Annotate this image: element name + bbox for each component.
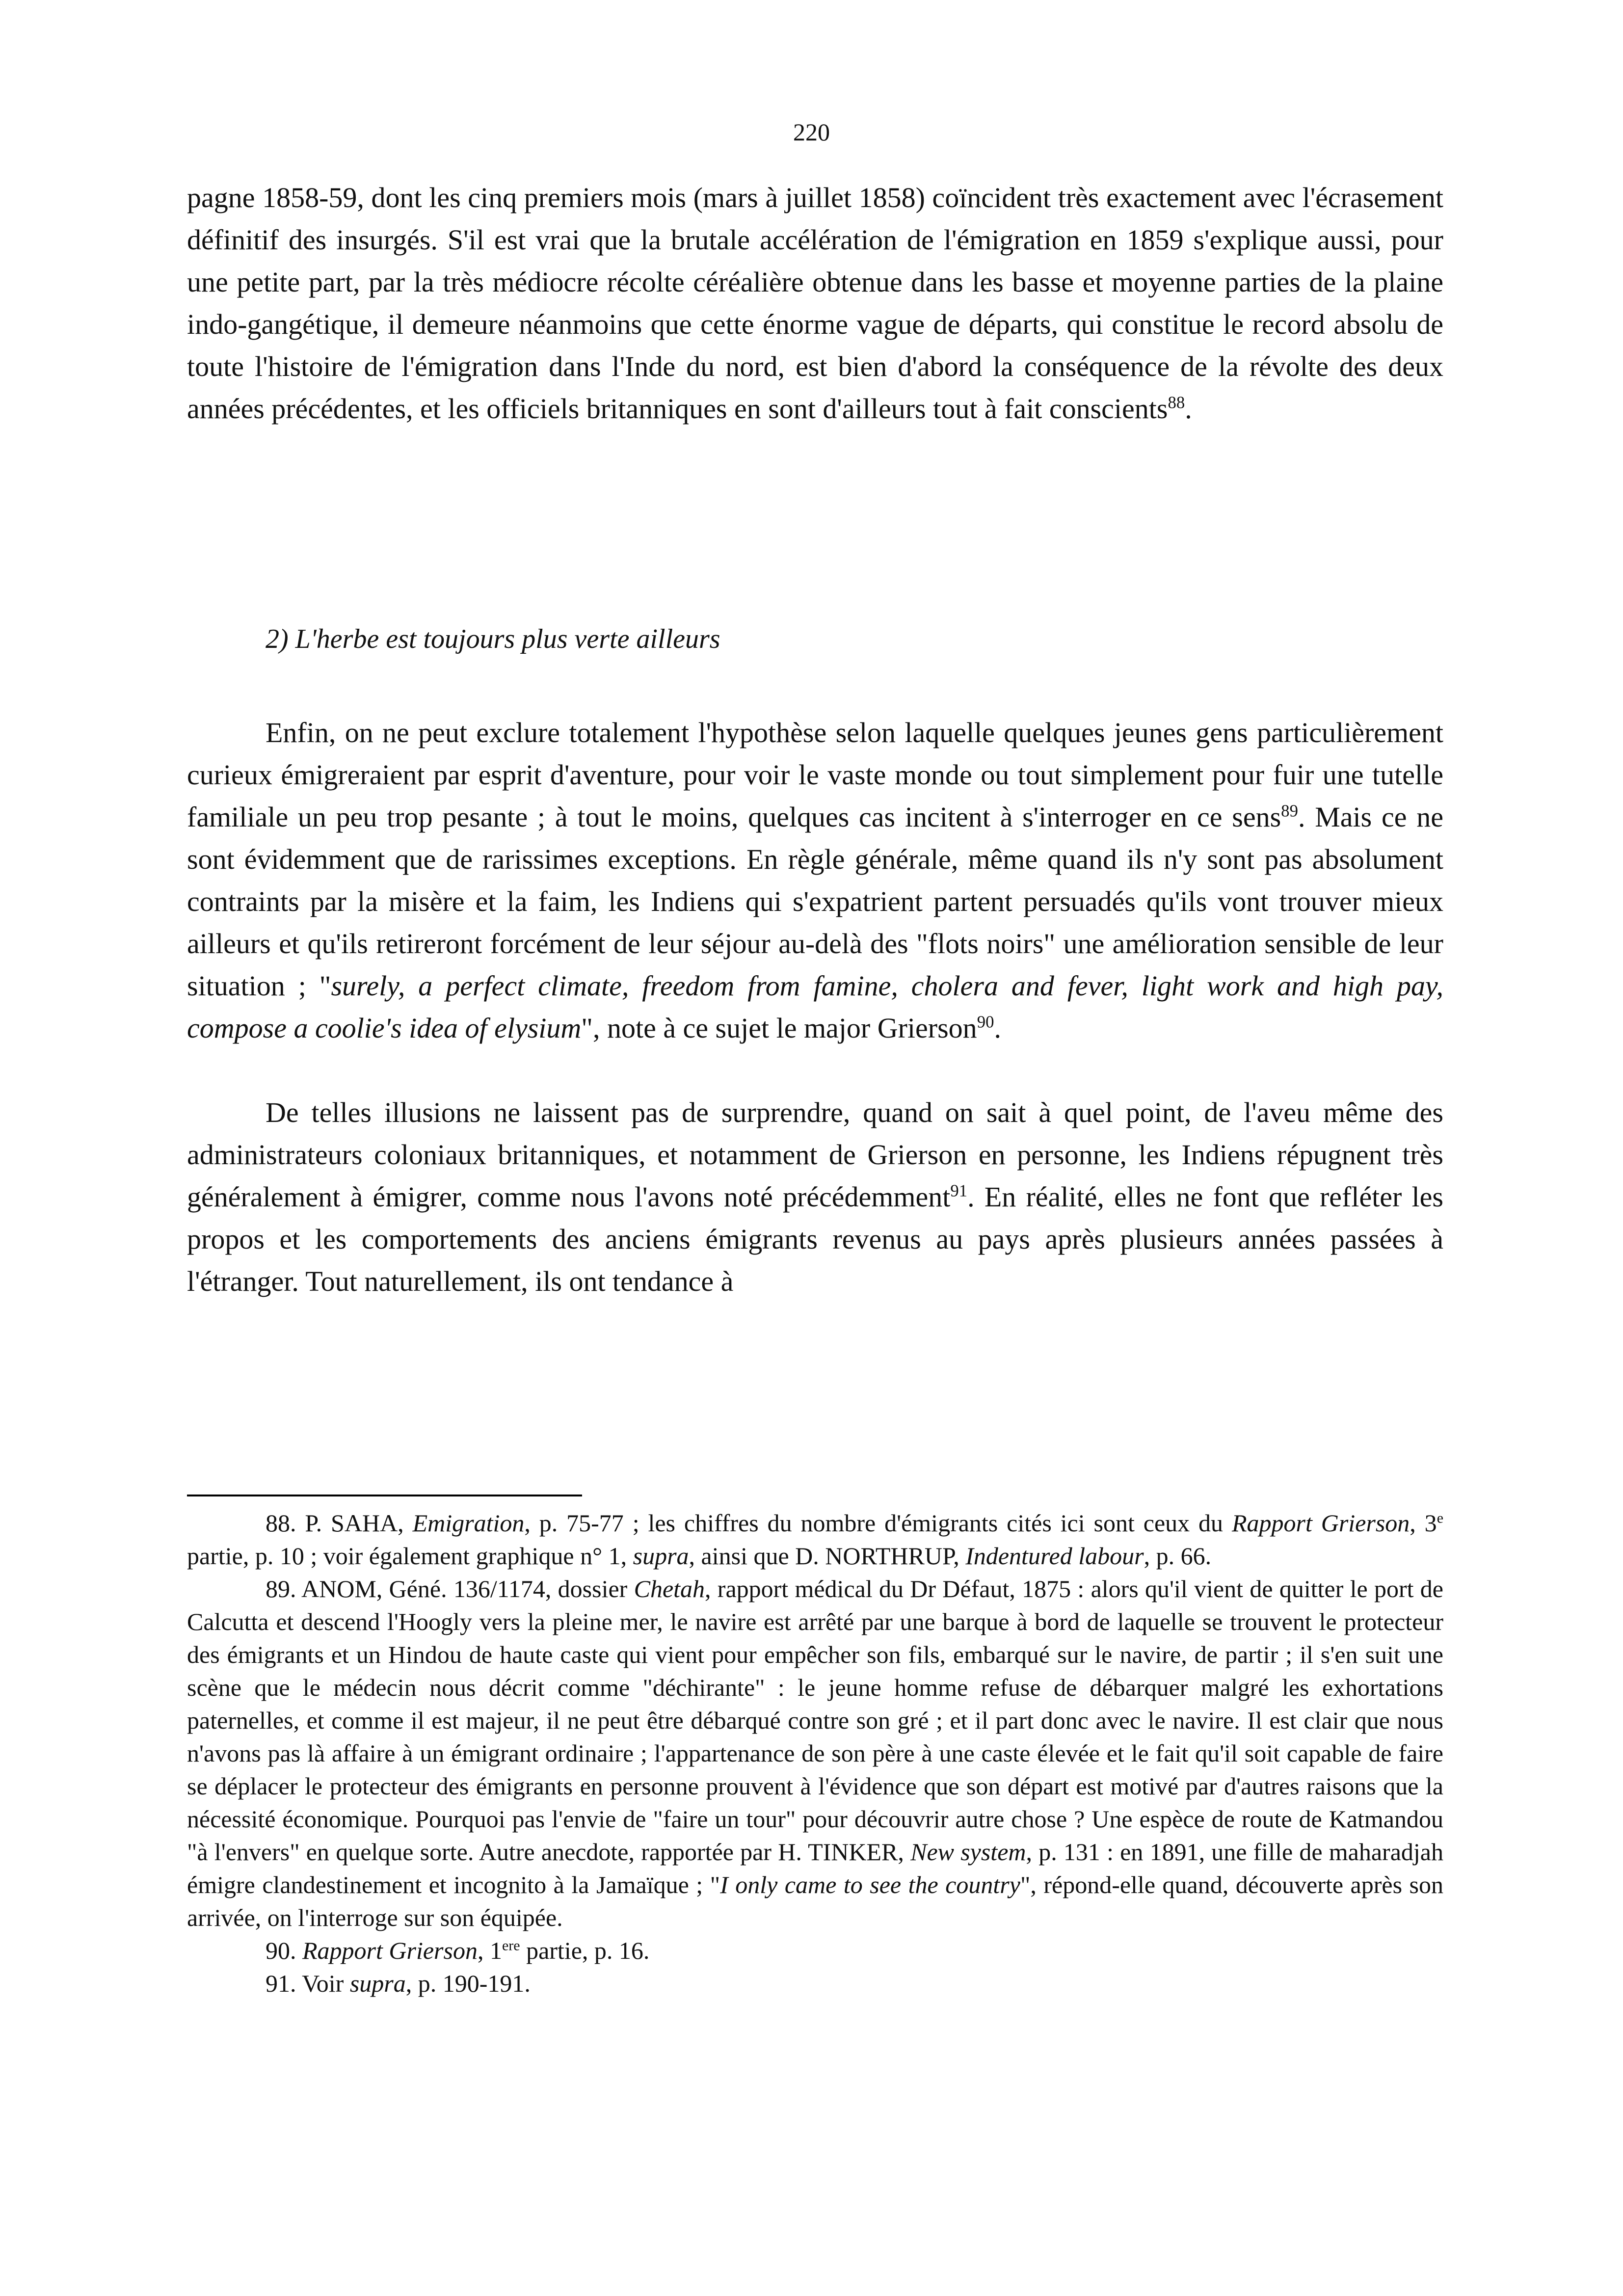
fn-title: Indentured labour [965, 1542, 1144, 1570]
punctuation: . [994, 1012, 1001, 1044]
fn-text: , p. 66. [1144, 1542, 1212, 1570]
fn-title: supra [349, 1970, 406, 1997]
paragraph-text: Enfin, on ne peut exclure totalement l'hypothèse selon laquelle quelques jeunes gens particulièrement curieux émigreraient par esprit d'aventure, pour voir le vaste monde ou tout simplement pour fuir une tutelle familiale un peu trop pesante ; à tout le moins, quelques cas incitent à s'interroger en ce sens [187, 717, 1443, 833]
footnote-separator [187, 1495, 582, 1496]
fn-text: , 1 [477, 1937, 502, 1964]
fn-text: , ainsi que D. NORTHRUP, [689, 1542, 966, 1570]
footnote-91 [187, 1967, 1443, 2000]
fn-quote: I only came to see the country [720, 1871, 1020, 1898]
fn-text: , rapport médical du Dr Défaut, 1875 : alors qu'il vient de quitter le port de Calcutta et descend l'Hoogly vers la pleine mer, le navire est arrêté par une barque à bord de laquelle se trouvent le protecteur des émigrants et un Hindou de haute caste qui vient pour empêcher son fils, embarqué sur le navire, de partir ; il s'en suit une scène que le médecin nous décrit comme "déchirante" : le jeune homme refuse de débarquer malgré les exhortations paternelles, et comme il est majeur, il ne peut être débarqué contre son gré ; et il part donc avec le navire. Il est clair que nous n'avons pas là affaire à un émigrant ordinaire ; l'appartenance de son père à une caste élevée et le fait qu'il soit capable de faire se déplacer le protecteur des émigrants en personne prouvent à l'évidence que son départ est motivé par d'autres raisons que la nécessité économique. Pourquoi pas l'envie de "faire un tour" pour découvrir autre chose ? Une espèce de route de Katmandou "à l'envers" en quelque sorte. Autre anecdote, rapportée par H. TINKER, [187, 1575, 1443, 1866]
fn-text: , p. 190-191. [405, 1970, 531, 1997]
ordinal-sup: ere [502, 1937, 520, 1954]
ordinal-sup: e [1437, 1510, 1444, 1526]
fn-text: partie, p. 16. [520, 1937, 650, 1964]
paragraph-continuation [187, 177, 1443, 430]
footnote-89 [187, 1573, 1443, 1934]
fn-title: supra [633, 1542, 689, 1570]
fn-text: , p. 131 : en 1891, une fille de maharadjah émigre clandestinement et incognito à la Jamaïque ; " [187, 1838, 1443, 1898]
paragraph-text: . En réalité, elles ne font que refléter les propos et les comportements des anciens émigrants revenus au pays après plusieurs années passées à l'étranger. Tout naturellement, ils ont tendance à [187, 1181, 1443, 1297]
fn-title: Rapport Grierson [1231, 1509, 1410, 1537]
footnote-ref-90[interactable]: 90 [977, 1012, 994, 1032]
fn-text: 88. P. SAHA, [266, 1509, 413, 1537]
footnote-90 [187, 1934, 1443, 1967]
fn-text: 89. ANOM, Géné. 136/1174, dossier [266, 1575, 634, 1602]
fn-title: Chetah [634, 1575, 705, 1602]
fn-title: Rapport Grierson [302, 1937, 478, 1964]
fn-text: 90. [266, 1937, 302, 1964]
paragraph-enfin [187, 712, 1443, 1049]
fn-text: partie, p. 10 ; voir également graphique n° 1, [187, 1542, 633, 1570]
fn-text: 91. Voir [266, 1970, 350, 1997]
fn-text: , 3 [1410, 1509, 1437, 1537]
fn-text: , p. 75-77 ; les chiffres du nombre d'émigrants cités ici sont ceux du [524, 1509, 1232, 1537]
main-text-block-2 [187, 712, 1443, 1303]
paragraph-text: ", note à ce sujet le major Grierson [581, 1012, 977, 1044]
punctuation: . [1185, 393, 1192, 425]
fn-title: Emigration [412, 1509, 525, 1537]
section-heading: 2) L'herbe est toujours plus verte ailleurs [266, 624, 720, 654]
paragraph-de-telles [187, 1092, 1443, 1303]
footnote-ref-89[interactable]: 89 [1281, 801, 1298, 821]
paragraph-text: . Mais ce ne sont évidemment que de rarissimes exceptions. En règle générale, même quand ils n'y sont pas absolument contraints par la misère et la faim, les Indiens qui s'expatrient partent persuadés qu'ils vont trouver mieux ailleurs et qu'ils retireront forcément de leur séjour au-delà des "flots noirs" une amélioration sensible de leur situation ; " [187, 801, 1443, 1002]
fn-title: New system [910, 1838, 1026, 1866]
footnote-ref-88[interactable]: 88 [1168, 393, 1185, 412]
paragraph-text: pagne 1858-59, dont les cinq premiers mois (mars à juillet 1858) coïncident très exactement avec l'écrasement définitif des insurgés. S'il est vrai que la brutale accélération de l'émigration en 1859 s'explique aussi, pour une petite part, par la très médiocre récolte céréalière obtenue dans les basse et moyenne parties de la plaine indo-gangétique, il demeure néanmoins que cette énorme vague de départs, qui constitue le record absolu de toute l'histoire de l'émigration dans l'Inde du nord, est bien d'abord la conséquence de la révolte des deux années précédentes, et les officiels britanniques en sont d'ailleurs tout à fait conscients [187, 182, 1443, 425]
footnote-ref-91[interactable]: 91 [950, 1181, 968, 1201]
fn-text: ", répond-elle quand, découverte après son arrivée, on l'interroge sur son équipée. [187, 1871, 1444, 1931]
main-text-block-1 [187, 177, 1443, 430]
footnote-88 [187, 1507, 1443, 1573]
page-number: 220 [793, 118, 830, 146]
grierson-quote: surely, a perfect climate, freedom from famine, cholera and fever, light work and high pay, compose a coolie's idea of elysium [187, 970, 1443, 1044]
footnotes [187, 1507, 1443, 2000]
paragraph-text: De telles illusions ne laissent pas de surprendre, quand on sait à quel point, de l'aveu même des administrateurs coloniaux britanniques, et notamment de Grierson en personne, les Indiens répugnent très généralement à émigrer, comme nous l'avons noté précédemment [187, 1096, 1443, 1213]
